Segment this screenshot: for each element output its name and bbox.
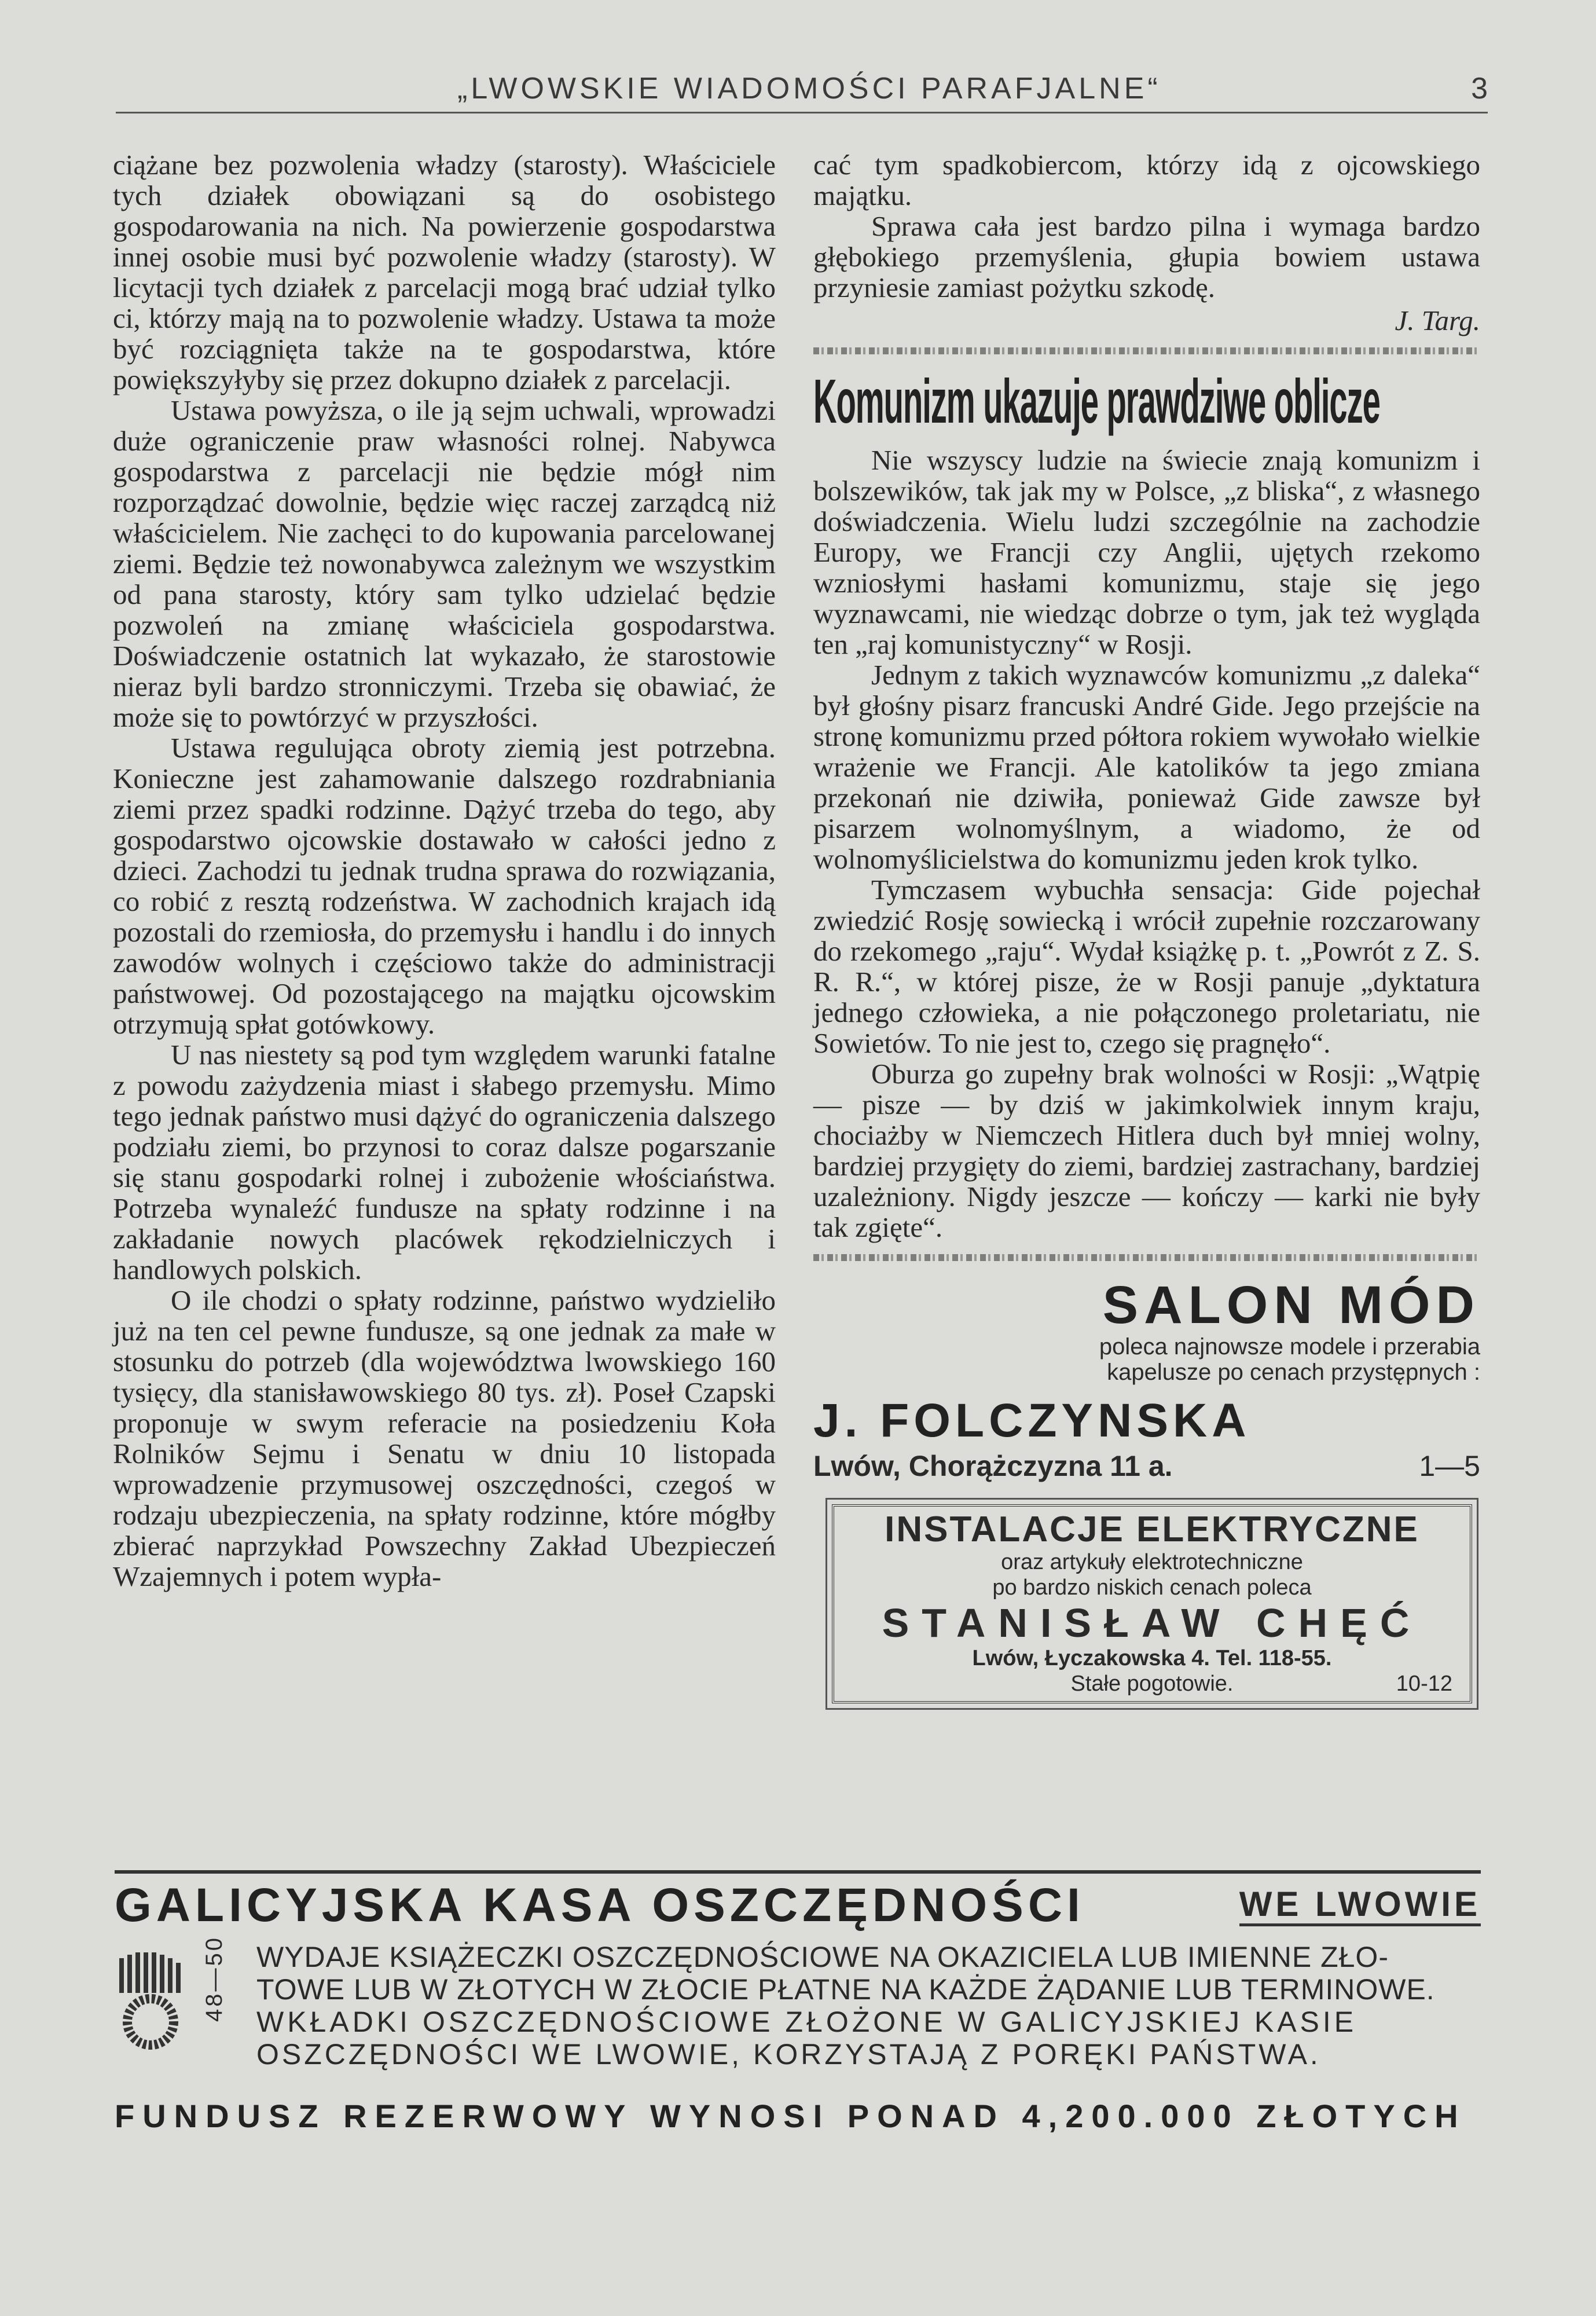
bank-name: GALICYJSKA KASA OSZCZĘDNOŚCI (115, 1879, 1085, 1932)
paragraph: ciążane bez pozwolenia władzy (starosty). Właściciele tych działek obowiązani są do osobistego gospodarowania na nich. Na powierzenie gospodarstwa innej osobie musi być pozwolenie władzy (starosty). W licytacji tych działek z parcelacji mogą brać udział tylko ci, którzy mają na to pozwolenie władzy. Ustawa ta może być rozciągnięta także na te gospodarstwa, które powiększyłyby się przez dokupno działek z parcelacji. (113, 149, 776, 395)
paragraph: Oburza go zupełny brak wolności w Rosji: „Wątpię — pisze — by dziś w jakimkolwiek innym kraju, chociażby w Niemczech Hitlera duch był mniej wolny, bardziej przygięty do ziemi, bardziej zastrachany, bardziej uzależniony. Nigdy jeszcze — kończy — karki nie były tak zgięte“. (813, 1058, 1480, 1243)
ad-code: 10-12 (1396, 1672, 1452, 1696)
bank-line: OSZCZĘDNOŚCI WE LWOWIE, KORZYSTAJĄ Z PORĘKI PAŃSTWA. (256, 2038, 1321, 2071)
bank-body (115, 1936, 1481, 2097)
electric-description: po bardzo niskich cenach poleca (992, 1575, 1312, 1600)
paragraph: Jednym z takich wyznawców komunizmu „z daleka“ był głośny pisarz francuski André Gide. Jego przejście na stronę komunizmu przed półtora rokiem wywołało wielkie wrażenie we Francji. Ale katolików ta jego zmiana przekonań nie dziwiła, ponieważ Gide zawsze był pisarzem wolnomyślnym, a wiadomo, że od wolnomyślicielstwa do komunizmu jeden krok tylko. (813, 659, 1480, 875)
paragraph: O ile chodzi o spłaty rodzinne, państwo wydzieliło już na ten cel pewne fundusze, są one jednak za małe w stosunku do potrzeb (dla województwa lwowskiego 160 tysięcy, dla stanisławowskiego 80 tys. zł). Poseł Czapski proponuje w swym referacie na posiedzeniu Koła Rolników Sejmu i Senatu w dniu 10 listopada wprowadzenie przymusowej oszczędności, czegoś w rodzaju ubezpieczenia, na spłaty rodzinne, które mógłby zbierać naprzykład Powszechny Zakład Ubezpieczeń Wzajemnych i potem wypła- (113, 1284, 776, 1592)
running-header (116, 67, 1488, 113)
salon-title: SALON MÓD (1102, 1276, 1480, 1335)
paragraph: Ustawa regulująca obroty ziemią jest potrzebna. Konieczne jest zahamowanie dalszego rozdrabniania ziemi przez spadki rodzinne. Dążyć trzeba do tego, aby gospodarstwo ojcowskie dostawało w całości jedno z dzieci. Zachodzi tu jednak trudna sprawa do rozwiązania, co robić z resztą rodzeństwa. W zachodnich krajach idą pozostali do rzemiosła, do przemysłu i handlu i do innych zawodów wolnych i częściowo także do administracji państwowej. Od pozostającego na majątku ojcowskim otrzymują spłat gotówkowy. (113, 732, 776, 1040)
paragraph: Nie wszyscy ludzie na świecie znają komunizm i bolszewików, tak jak my w Polsce, „z bliska“, z własnego doświadczenia. Wielu ludzi szczególnie na zachodzie Europy, we Francji czy Anglii, ujętych rzekomo wzniosłymi hasłami komunizmu, staje się jego wyznawcami, nie wiedząc dobrze o tym, jak też wygląda ten „raj komunistyczny“ w Rosji. (813, 444, 1480, 660)
bank-line: WYDAJE KSIĄŻECZKI OSZCZĘDNOŚCIOWE NA OKAZICIELA LUB IMIENNE ZŁO- (256, 1941, 1389, 1973)
paragraph: cać tym spadkobiercom, którzy idą z ojcowskiego majątku. (813, 149, 1480, 211)
decorative-divider (813, 1254, 1480, 1261)
electric-title: INSTALACJE ELEKTRYCZNE (885, 1509, 1419, 1549)
salon-description: poleca najnowsze modele i przerabia (1099, 1334, 1480, 1359)
bank-advertisement (115, 1870, 1481, 2135)
salon-description: kapelusze po cenach przystępnych : (1107, 1359, 1480, 1385)
decorative-divider (813, 347, 1480, 354)
ad-code: 48—50 (201, 1936, 227, 2022)
paragraph: U nas niestety są pod tym względem warunki fatalne z powodu zażydzenia miast i słabego przemysłu. Mimo tego jednak państwo musi dążyć do ograniczenia dalszego podziału ziemi, bo przynosi to coraz dalsze pogarszanie się stanu gospodarki rolnej i zubożenie włościaństwa. Potrzeba wynaleźć fundusze na spłaty rodzinne i na zakładanie nowych placówek rękodzielniczych i handlowych polskich. (113, 1039, 776, 1285)
paragraph: Sprawa cała jest bardzo pilna i wymaga bardzo głębokiego przemyślenia, głupia bowiem ustawa przyniesie zamiast pożytku szkodę. (813, 210, 1480, 303)
electric-footer (834, 1671, 1470, 1696)
electric-description: oraz artykuły elektrotechniczne (1001, 1550, 1303, 1574)
salon-advertisement (813, 1276, 1480, 1483)
publication-title: „LWOWSKIE WIADOMOŚCI PARAFJALNE“ (457, 72, 1161, 105)
electric-address: Lwów, Łyczakowska 4. Tel. 118-55. (972, 1646, 1332, 1670)
paragraph: Tymczasem wybuchła sensacja: Gide pojechał zwiedzić Rosję sowiecką i wrócił zupełnie rozczarowany do rzekomego „raju“. Wydał książkę p. t. „Powrót z Z. S. R. R.“, w której pisze, że w Rosji panuje „dyktatura jednego człowieka, a nie połączonego proletariatu, nie Sowietów. To nie jest to, czego się pragnęło“. (813, 874, 1480, 1059)
page-number: 3 (1471, 72, 1488, 105)
bank-line: TOWE LUB W ZŁOTYCH W ZŁOCIE PŁATNE NA KAŻDE ŻĄDANIE LUB TERMINOWE. (256, 1973, 1435, 2006)
ad-code: 1—5 (1419, 1450, 1480, 1482)
right-column (813, 149, 1480, 1703)
salon-address-row (813, 1449, 1480, 1483)
electric-advertisement (832, 1504, 1472, 1703)
electric-service-note: Stałe pogotowie. (1070, 1672, 1234, 1696)
bank-reserve-fund: FUNDUSZ REZERWOWY WYNOSI PONAD 4,200.000 ZŁOTYCH (115, 2098, 1466, 2134)
bank-title-row (115, 1878, 1481, 1936)
salon-owner: J. FOLCZYNSKA (813, 1394, 1251, 1447)
bank-top-rule (115, 1870, 1481, 1874)
bank-line: WKŁADKI OSZCZĘDNOŚCIOWE ZŁOŻONE W GALICYJSKIEJ KASIE (256, 2006, 1357, 2038)
bank-description (256, 1941, 1481, 2071)
article-headline: Komunizm ukazuje prawdziwe oblicze (813, 366, 1380, 436)
paragraph: Ustawa powyższa, o ile ją sejm uchwali, wprowadzi duże ograniczenie praw własności rolnej. Nabywca gospodarstwa z parcelacji nie będzie mógł nim rozporządzać dowolnie, będzie więc raczej zarządcą niż właścicielem. Nie zachęci to do kupowania parcelowanej ziemi. Będzie też nowonabywca zależnym we wszystkim od pana starosty, który sam tylko udzielać będzie pozwoleń na zmianę właściciela gospodarstwa. Doświadczenie ostatnich lat wykazało, że starostowie nieraz byli bardzo stronniczymi. Trzeba się obawiać, że może się to powtórzyć w przyszłości. (113, 394, 776, 733)
salon-address: Lwów, Chorążczyzna 11 a. (813, 1450, 1173, 1482)
author-signature: J. Targ. (1395, 305, 1480, 336)
electric-owner: STANISŁAW CHĘĆ (882, 1600, 1422, 1646)
bank-logo-icon (115, 1952, 187, 2051)
bank-city: WE LWOWIE (1239, 1885, 1481, 1926)
left-column (113, 149, 776, 1592)
